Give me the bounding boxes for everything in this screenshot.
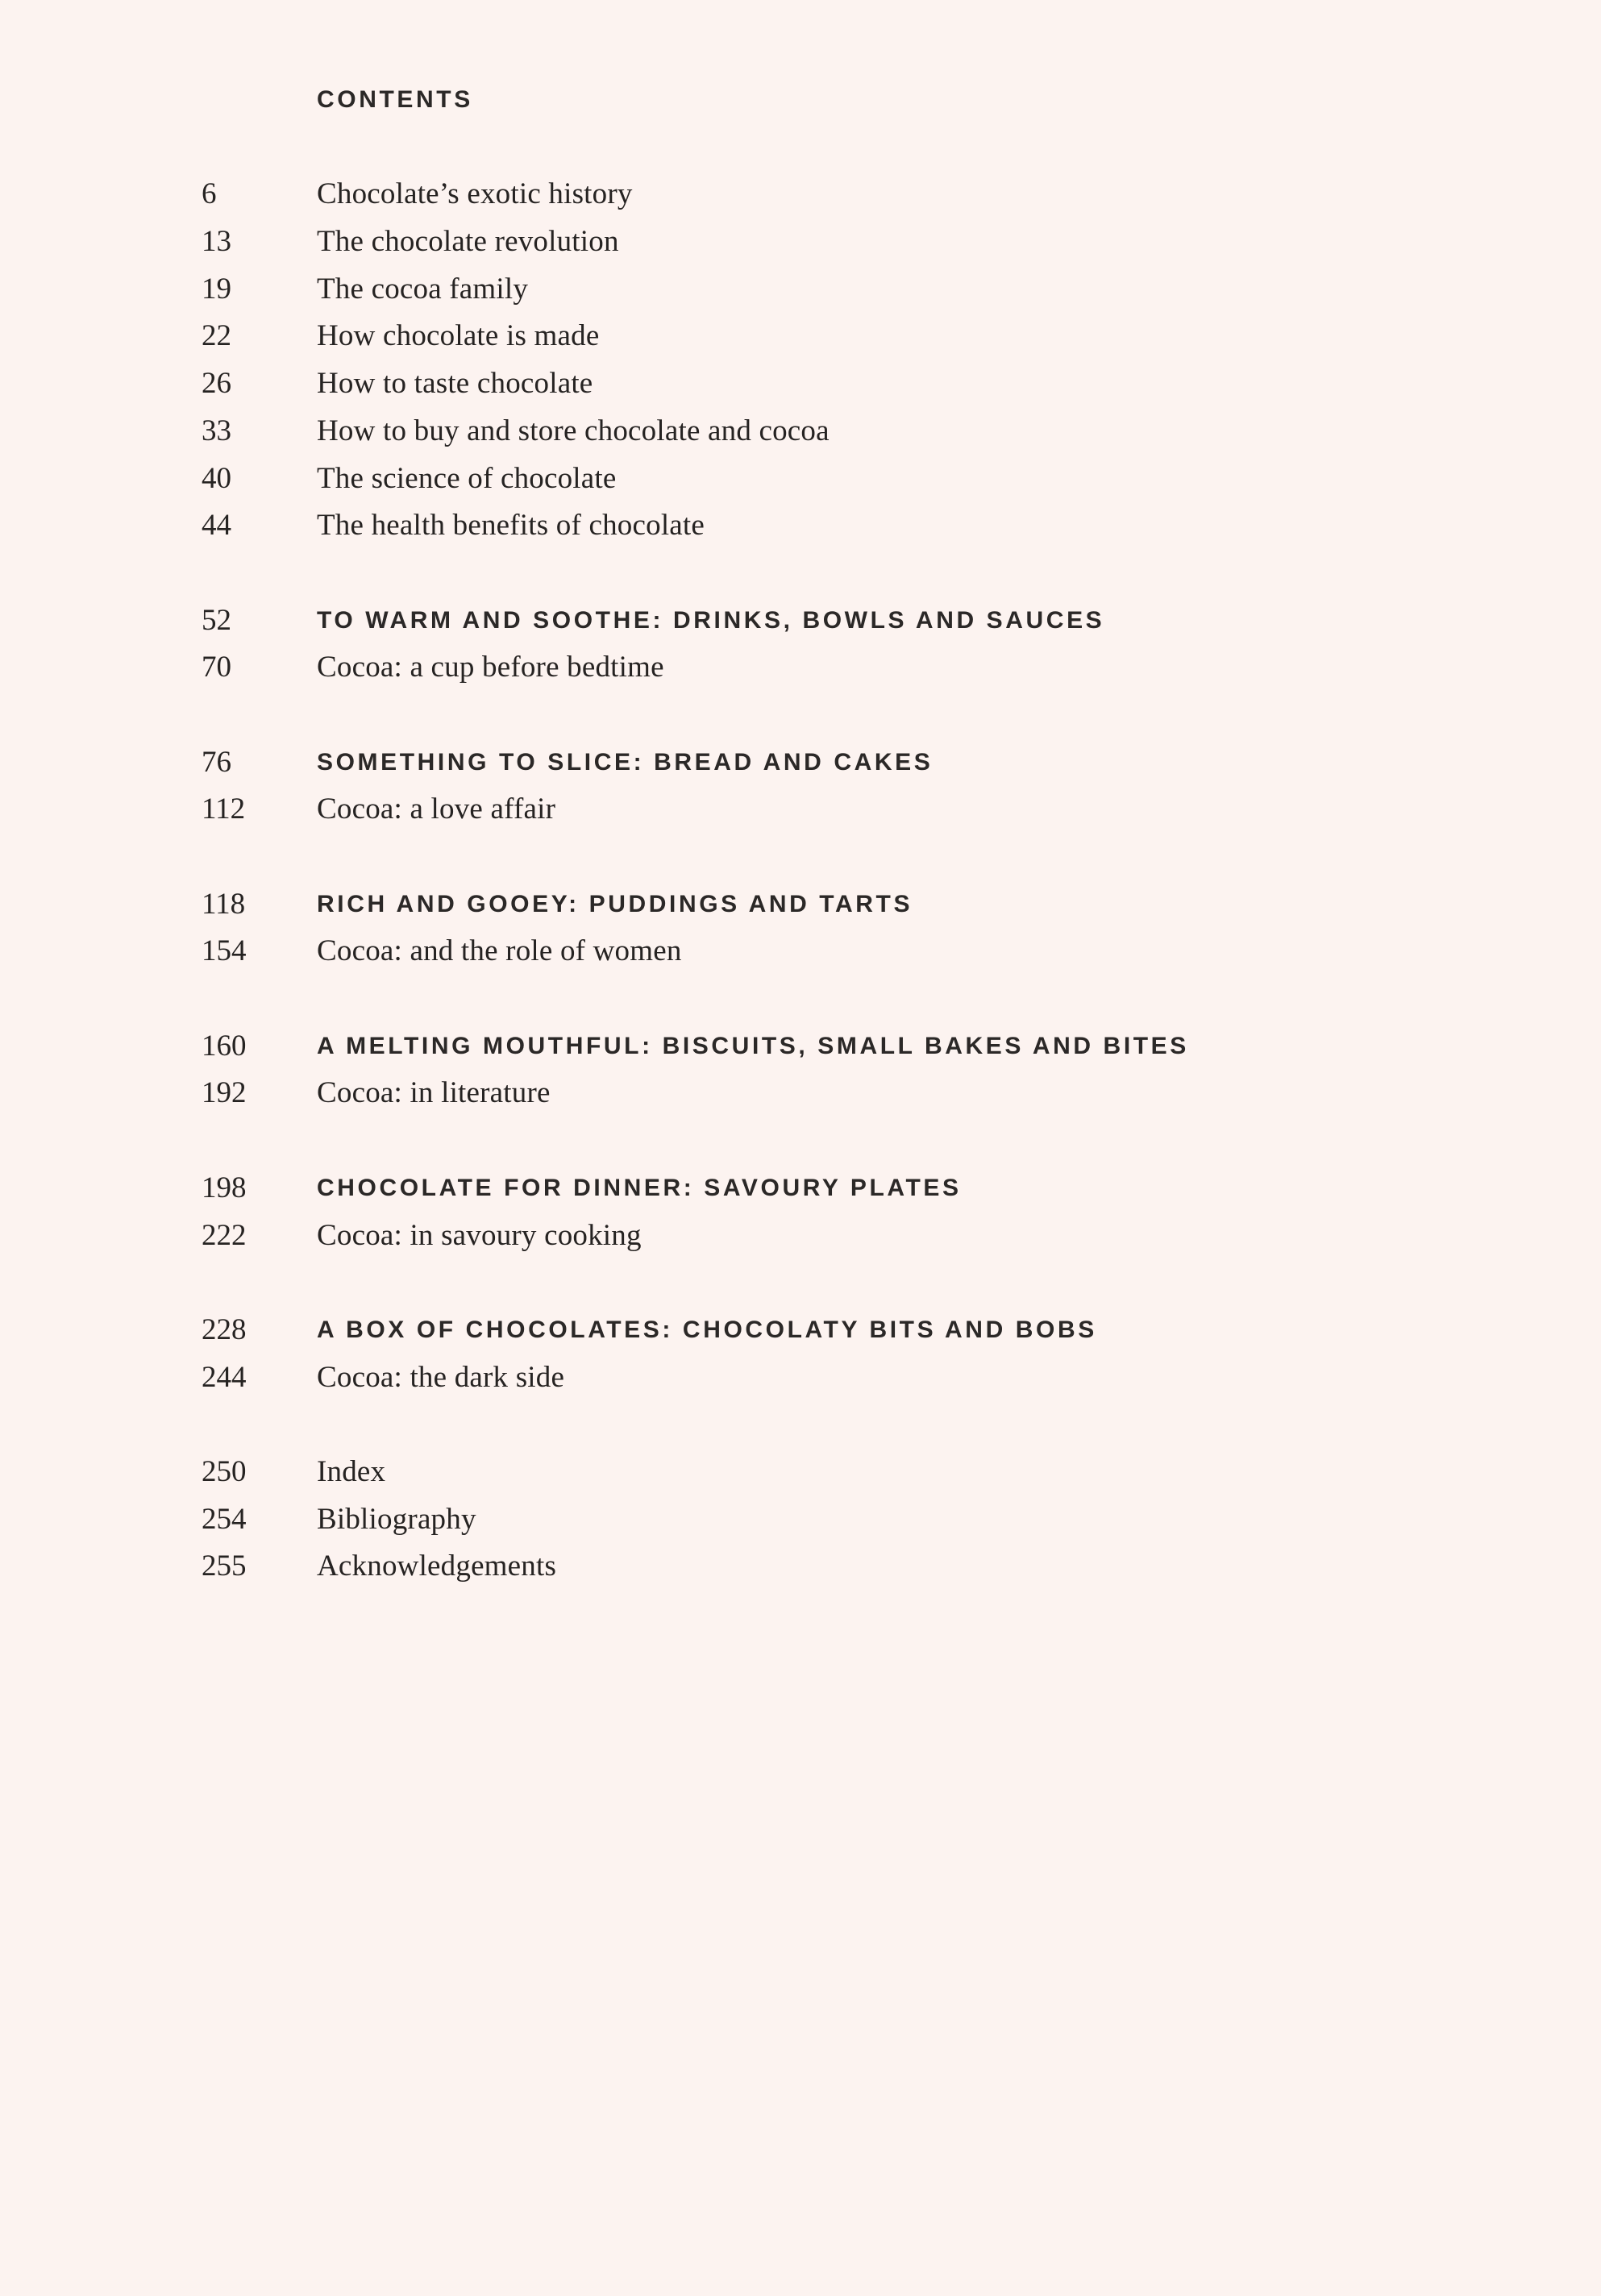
toc-entry-row: [202, 1496, 1491, 1544]
page-number: 254: [202, 1502, 247, 1536]
toc-groups: [202, 171, 1491, 1591]
toc-entry-row: [202, 786, 1491, 834]
toc-group: [202, 597, 1491, 692]
toc-entry-row: [202, 1449, 1491, 1496]
toc-entry-row: [202, 171, 1491, 218]
toc-entry-row: [202, 1212, 1491, 1260]
chapter-title: CHOCOLATE FOR DINNER: SAVOURY PLATES: [317, 1174, 962, 1201]
toc-entry-row: [202, 455, 1491, 503]
toc-group: [202, 1449, 1491, 1591]
toc-entry-row: [202, 1070, 1491, 1117]
page-number: 255: [202, 1549, 247, 1583]
entry-title: Cocoa: in savoury cooking: [317, 1218, 642, 1252]
toc-group: [202, 881, 1491, 975]
toc-group: [202, 171, 1491, 550]
entry-title: How to buy and store chocolate and cocoa: [317, 414, 830, 447]
entry-title: How chocolate is made: [317, 319, 600, 353]
toc-entry-row: [202, 266, 1491, 314]
page-number: 13: [202, 225, 231, 259]
chapter-title: RICH AND GOOEY: PUDDINGS AND TARTS: [317, 890, 913, 917]
page-number: 250: [202, 1454, 247, 1488]
page-number: 40: [202, 461, 231, 495]
chapter-title: A BOX OF CHOCOLATES: CHOCOLATY BITS AND BOBS: [317, 1316, 1097, 1343]
page-number: 154: [202, 934, 247, 968]
entry-title: The science of chocolate: [317, 461, 617, 495]
entry-title: The health benefits of chocolate: [317, 509, 705, 543]
page-number: 44: [202, 509, 231, 543]
page-number: 228: [202, 1312, 247, 1346]
page-number: 70: [202, 651, 231, 684]
table-of-contents: [202, 77, 1491, 1638]
entry-title: Bibliography: [317, 1502, 476, 1536]
page-number: 6: [202, 177, 217, 211]
toc-group: [202, 1023, 1491, 1117]
entry-title: How to taste chocolate: [317, 367, 593, 401]
entry-title: The chocolate revolution: [317, 225, 619, 259]
page-number: 112: [202, 792, 246, 826]
page-number: 198: [202, 1171, 247, 1204]
toc-chapter-row: [202, 739, 1491, 787]
entry-title: Cocoa: a love affair: [317, 792, 556, 826]
chapter-title: TO WARM AND SOOTHE: DRINKS, BOWLS AND SAUCES: [317, 606, 1105, 634]
entry-title: Cocoa: a cup before bedtime: [317, 651, 664, 684]
chapter-title: A MELTING MOUTHFUL: BISCUITS, SMALL BAKES AND BITES: [317, 1032, 1189, 1059]
entry-title: Chocolate’s exotic history: [317, 177, 633, 211]
page-number: 76: [202, 745, 231, 779]
entry-title: The cocoa family: [317, 272, 529, 306]
toc-entry-row: [202, 408, 1491, 455]
page-number: 26: [202, 367, 231, 401]
page-number: 19: [202, 272, 231, 306]
page-number: 52: [202, 603, 231, 637]
page-number: 192: [202, 1076, 247, 1110]
toc-group: [202, 1307, 1491, 1401]
entry-title: Cocoa: in literature: [317, 1076, 551, 1110]
entry-title: Acknowledgements: [317, 1549, 557, 1583]
toc-entry-row: [202, 1354, 1491, 1402]
toc-entry-row: [202, 502, 1491, 550]
toc-entry-row: [202, 360, 1491, 408]
toc-chapter-row: [202, 1307, 1491, 1354]
toc-entry-row: [202, 644, 1491, 692]
toc-chapter-row: [202, 597, 1491, 645]
toc-chapter-row: [202, 1165, 1491, 1212]
contents-heading: CONTENTS: [317, 86, 473, 113]
toc-chapter-row: [202, 881, 1491, 929]
toc-entry-row: [202, 928, 1491, 975]
page-number: 33: [202, 414, 231, 447]
page-number: 118: [202, 887, 246, 921]
toc-group: [202, 739, 1491, 834]
page-number: 244: [202, 1360, 247, 1394]
toc-entry-row: [202, 313, 1491, 360]
toc-group: [202, 1165, 1491, 1259]
toc-entry-row: [202, 1543, 1491, 1591]
entry-title: Cocoa: and the role of women: [317, 934, 682, 968]
entry-title: Cocoa: the dark side: [317, 1360, 565, 1394]
page-number: 222: [202, 1218, 247, 1252]
page-number: 22: [202, 319, 231, 353]
page-number: 160: [202, 1029, 247, 1063]
entry-title: Index: [317, 1454, 386, 1488]
toc-entry-row: [202, 218, 1491, 266]
toc-chapter-row: [202, 1023, 1491, 1071]
chapter-title: SOMETHING TO SLICE: BREAD AND CAKES: [317, 748, 934, 776]
